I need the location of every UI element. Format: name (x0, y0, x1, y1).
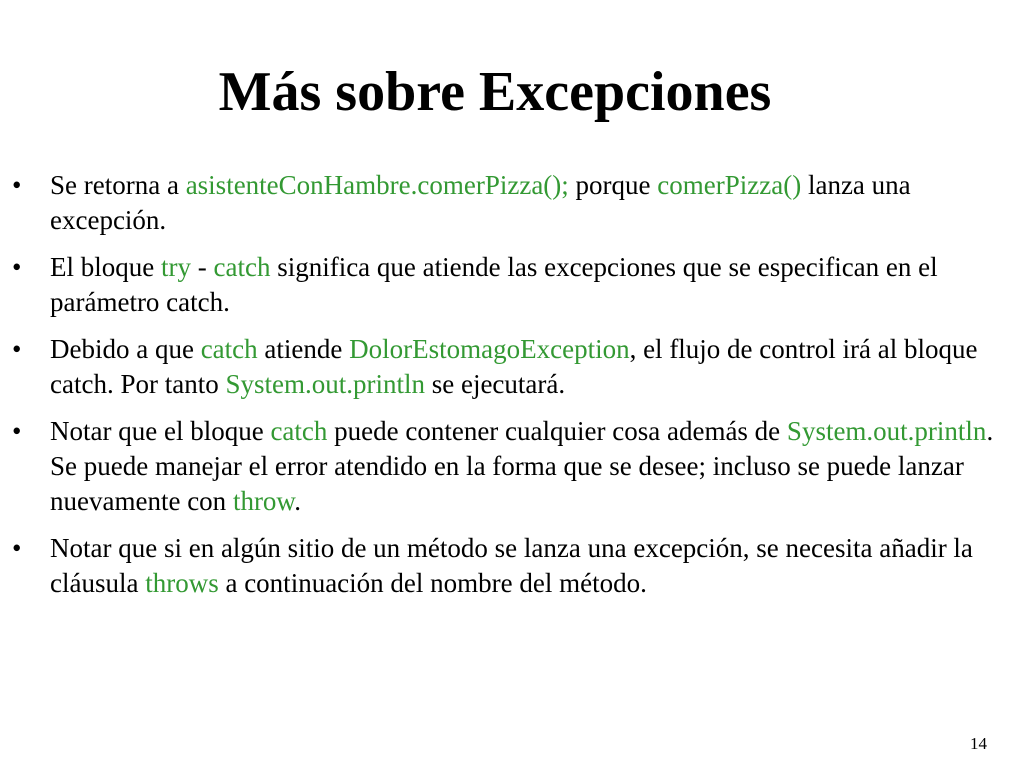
bullet-dot-icon: • (12, 334, 22, 364)
text-segment: Se retorna a (50, 170, 186, 200)
bullet-list (0, 168, 1010, 613)
bullet-dot-icon: • (12, 416, 22, 446)
text-segment: Notar que si en algún sitio de un método se lanza una excepción, se necesita añadir la cláusula (50, 533, 973, 598)
bullet-dot-icon: • (12, 170, 22, 200)
code-segment: System.out.println (786, 416, 987, 446)
code-segment: try (160, 252, 191, 282)
bullet-item (0, 414, 1010, 519)
text-segment: , el flujo de control irá al bloque catch. Por tanto (50, 334, 978, 399)
code-segment: System.out.println (225, 369, 425, 399)
bullet-text (50, 533, 973, 598)
bullet-item (0, 168, 1010, 238)
text-segment: puede contener cualquier cosa además de (327, 416, 787, 446)
page-number: 14 (970, 734, 987, 753)
text-segment: lanza una excepción. (50, 170, 911, 235)
text-segment: porque (568, 170, 658, 200)
bullet-text (50, 170, 911, 235)
text-segment: Notar que el bloque (50, 416, 271, 446)
bullet-dot-icon: • (12, 252, 22, 282)
code-segment: comerPizza() (657, 170, 802, 200)
text-segment: El bloque (50, 252, 161, 282)
slide-title: Más sobre Excepciones (218, 61, 772, 123)
text-segment: atiende (257, 334, 350, 364)
text-segment: significa que atiende las excepciones que se especifican en el parámetro catch. (50, 252, 938, 317)
text-segment: - (190, 252, 214, 282)
text-segment: se ejecutará. (424, 369, 566, 399)
bullet-item (0, 531, 1010, 601)
code-segment: DolorEstomagoException (349, 334, 630, 364)
code-segment: throws (145, 568, 219, 598)
text-segment: . Se puede manejar el error atendido en la forma que se desee; incluso se puede lanzar nuevamente con (50, 416, 994, 516)
bullet-text (50, 416, 993, 516)
bullet-dot-icon: • (12, 533, 22, 563)
code-segment: throw (232, 486, 295, 516)
bullet-item (0, 332, 1010, 402)
bullet-item (0, 250, 1010, 320)
bullet-text (50, 252, 938, 317)
code-segment: catch (200, 334, 258, 364)
text-segment: a continuación del nombre del método. (218, 568, 647, 598)
bullet-text (50, 334, 977, 399)
code-segment: catch (213, 252, 271, 282)
code-segment: asistenteConHambre.comerPizza(); (185, 170, 569, 200)
text-segment: Debido a que (50, 334, 201, 364)
text-segment: . (294, 486, 301, 516)
code-segment: catch (270, 416, 328, 446)
